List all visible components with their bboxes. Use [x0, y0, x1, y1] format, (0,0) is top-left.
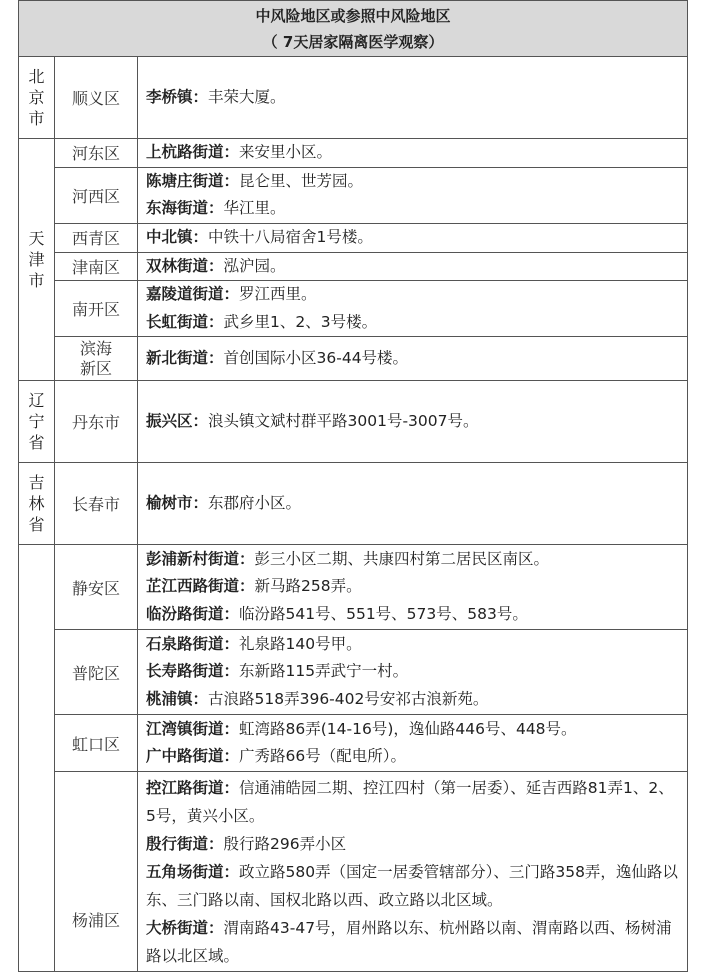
area-cell: 榆树市：东郡府小区。: [138, 463, 688, 545]
risk-area-table: [18, 0, 688, 972]
district-shunyi: 顺义区: [55, 57, 138, 139]
province-shanghai: [19, 545, 55, 972]
district-jinnan: 津南区: [55, 252, 138, 281]
district-dandong: 丹东市: [55, 381, 138, 463]
district-yangpu: 杨浦区: [55, 772, 138, 972]
area-cell: 振兴区：浪头镇文斌村群平路3001号-3007号。: [138, 381, 688, 463]
district-changchun: 长春市: [55, 463, 138, 545]
area-cell: 陈塘庄街道：昆仑里、世芳园。 东海街道：华江里。: [138, 167, 688, 223]
area-cell: 江湾镇街道：虹湾路86弄(14-16号)，逸仙路446号、448号。 广中路街道：广秀路66号（配电所）。: [138, 715, 688, 772]
area-cell: 新北街道：首创国际小区36-44号楼。: [138, 337, 688, 381]
province-beijing: 北 京 市: [19, 57, 55, 139]
district-hongkou: 虹口区: [55, 715, 138, 772]
area-cell: 中北镇：中铁十八局宿舍1号楼。: [138, 223, 688, 252]
district-hedong: 河东区: [55, 139, 138, 168]
header-subtitle: （ 7天居家隔离医学观察）: [262, 32, 444, 51]
district-xiqing: 西青区: [55, 223, 138, 252]
province-jilin: 吉 林 省: [19, 463, 55, 545]
area-cell: 彭浦新村街道：彭三小区二期、共康四村第二居民区南区。 芷江西路街道：新马路258弄。 临汾路街道：临汾路541号、551号、573号、583号。: [138, 545, 688, 630]
district-nankai: 南开区: [55, 281, 138, 337]
table-header: [19, 1, 688, 57]
district-binhai: 滨海 新区: [55, 337, 138, 381]
area-cell: 李桥镇：丰荣大厦。: [138, 57, 688, 139]
province-tianjin: 天 津 市: [19, 139, 55, 381]
district-hexi: 河西区: [55, 167, 138, 223]
district-jingan: 静安区: [55, 545, 138, 630]
header-title: 中风险地区或参照中风险地区: [255, 6, 451, 25]
area-cell: 控江路街道：信通浦皓园二期、控江四村（第一居委）、延吉西路81弄1、2、5号，黄兴小区。 殷行街道：殷行路296弄小区 五角场街道：政立路580弄（国定一居委管辖部分）、三门路358弄，逸仙路以东、三门路以南、国权北路以西、政立路以北区域。 大桥街道：渭南路43-47号，眉州路以东、杭州路以南、渭南路以西、杨树浦路以北区域。: [138, 772, 688, 972]
area-cell: 上杭路街道：来安里小区。: [138, 139, 688, 168]
area-cell: 石泉路街道：礼泉路140号甲。 长寿路街道：东新路115弄武宁一村。 桃浦镇：古浪路518弄396-402号安祁古浪新苑。: [138, 630, 688, 715]
district-putuo: 普陀区: [55, 630, 138, 715]
province-liaoning: 辽 宁 省: [19, 381, 55, 463]
area-cell: 嘉陵道街道：罗江西里。 长虹街道：武乡里1、2、3号楼。: [138, 281, 688, 337]
area-cell: 双林街道：泓沪园。: [138, 252, 688, 281]
